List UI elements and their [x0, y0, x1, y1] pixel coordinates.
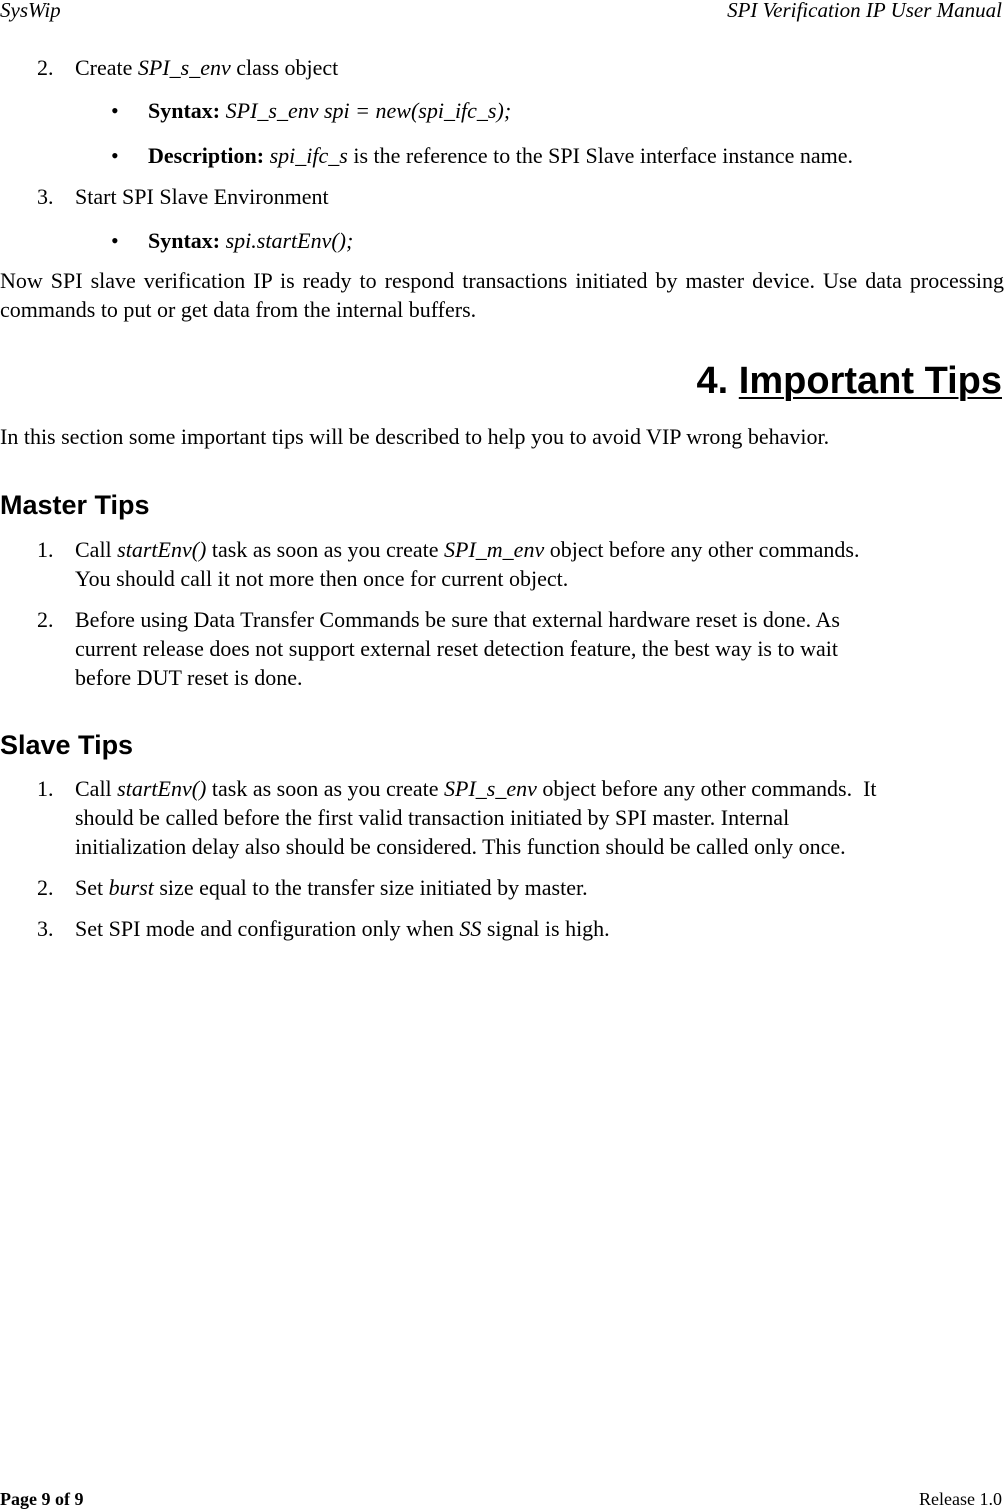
master-tips-heading: Master Tips: [0, 490, 150, 520]
header-company: SysWip: [0, 0, 61, 22]
list-number: 2.: [37, 607, 54, 632]
list-number: 1.: [37, 776, 54, 801]
bullet-icon: •: [111, 143, 119, 168]
list-number: 3.: [37, 184, 54, 209]
section-heading: 4. Important Tips: [696, 360, 1002, 402]
bullet-icon: •: [111, 228, 119, 253]
list-text: Set SPI mode and configuration only when SS signal is high.: [75, 916, 610, 941]
list-number: 1.: [37, 537, 54, 562]
list-number: 2.: [37, 875, 54, 900]
footer-release: Release 1.0: [919, 1489, 1002, 1509]
footer-page-number: Page 9 of 9: [0, 1489, 84, 1509]
header-doc-title: SPI Verification IP User Manual: [727, 0, 1002, 22]
list-text: Call startEnv() task as soon as you create SPI_s_env object before any other commands. It should be called before the first valid transaction initiated by SPI master. Internal initialization delay also should be considered. This function should be called only once.: [75, 776, 877, 859]
bullet-text: Description: spi_ifc_s is the reference to the SPI Slave interface instance name.: [148, 143, 854, 168]
bullet-text: Syntax: spi.startEnv();: [148, 228, 354, 253]
list-number: 3.: [37, 916, 54, 941]
list-text: Call startEnv() task as soon as you create SPI_m_env object before any other commands. You should call it not more then once for current object.: [75, 537, 860, 591]
bullet-icon: •: [111, 98, 119, 123]
list-text: Before using Data Transfer Commands be sure that external hardware reset is done. As current release does not support external reset detection feature, the best way is to wait before DUT reset is done.: [75, 607, 840, 690]
section-intro: In this section some important tips will be described to help you to avoid VIP wrong behavior.: [0, 424, 830, 449]
list-text: Start SPI Slave Environment: [75, 184, 329, 209]
list-text: Create SPI_s_env class object: [75, 55, 339, 80]
slave-tips-heading: Slave Tips: [0, 730, 134, 760]
list-number: 2.: [37, 55, 54, 80]
list-text: Set burst size equal to the transfer size initiated by master.: [75, 875, 588, 900]
intro-paragraph: Now SPI slave verification IP is ready to respond transactions initiated by master device. Use data processing commands to put or get data from the internal buffers.: [0, 268, 1004, 322]
bullet-text: Syntax: SPI_s_env spi = new(spi_ifc_s);: [148, 98, 512, 123]
